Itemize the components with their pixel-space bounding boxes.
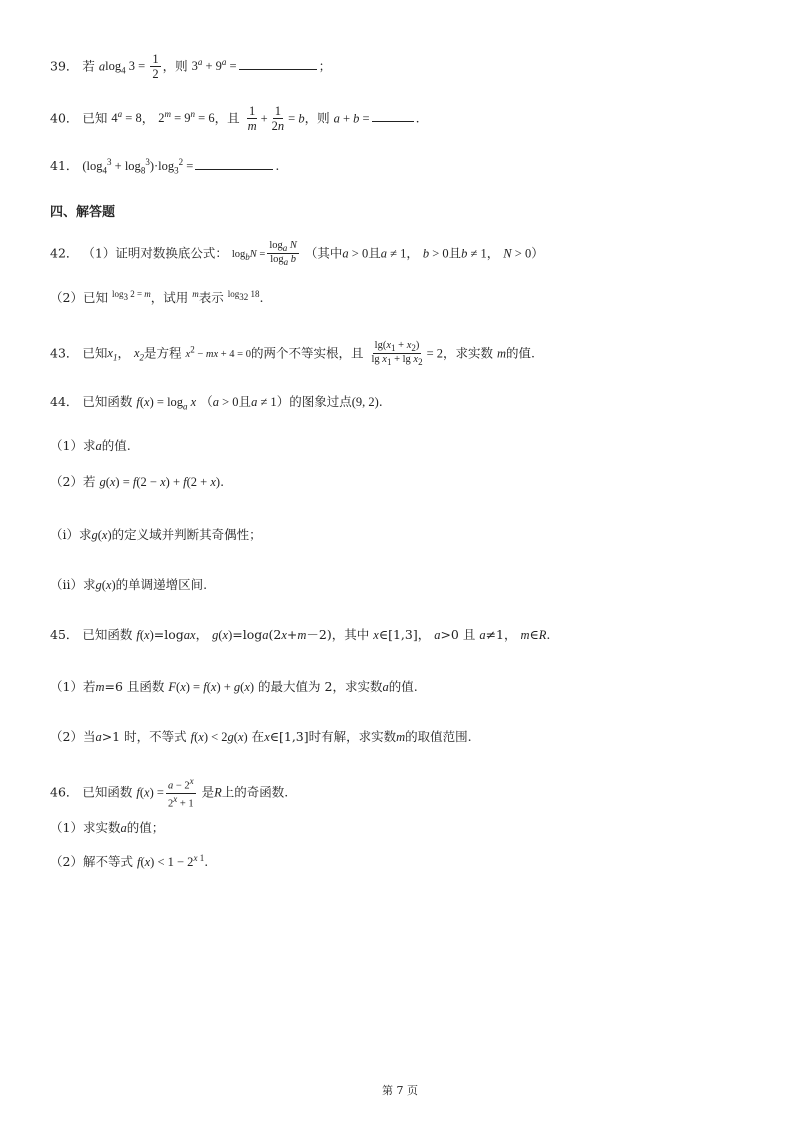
question-43: 43． 已知$x_1$， $x_2$是方程 $x^2$ − mx + 4 = 0的两个不等实根，且 $\frac{\lg(x_1 + x_2)}{\lg x_1 + \lg x_2}$ = 2，求实数 m的值. bbox=[50, 340, 536, 368]
question-number: 46． bbox=[50, 784, 79, 800]
question-46-part-2: （2）解不等式 $f(x) < 1 - 2^{x 1}$. bbox=[50, 853, 209, 870]
question-44-part-1: （1）求a的值. bbox=[50, 438, 131, 453]
question-44: 44． 已知函数 $f(x) = \log_a x$ （a > 0且a ≠ 1）的图象过点(9, 2). bbox=[50, 394, 383, 412]
fraction: $\frac{1}{2}$ bbox=[152, 52, 159, 82]
question-42-part-1: 42． （1）证明对数换底公式： $\log_bN$ = $\frac{\log_a N}{\log_a b}$ （其中a > 0且a ≠ 1， b > 0且b ≠ 1， N > 0） bbox=[50, 240, 544, 268]
question-number: 41． bbox=[50, 158, 79, 174]
question-39: 39． 若 alog$_4$ 3 = $\frac{1}{2}$ ，则 $3^a + 9^a$ = ； bbox=[50, 52, 332, 82]
question-number: 39． bbox=[50, 58, 79, 74]
question-number: 44． bbox=[50, 394, 79, 409]
fraction: $\frac{a - 2^x}{2^x + 1}$ bbox=[167, 776, 194, 810]
question-41: 41． $(\log_4^3 + \log_8^3)\cdot\log_3^2$ = . bbox=[50, 157, 280, 176]
question-44-part-2: （2）若 g(x) = f(2 − x) + f(2 + x). bbox=[50, 474, 225, 489]
math-expr: $2^m = 9^n = 6$ bbox=[158, 109, 215, 126]
question-number: 42． bbox=[50, 245, 79, 261]
question-45-part-2: （2）当a>1 时，不等式 f(x) < 2g(x) 在x∈[1,3]时有解，求实数m的取值范围. bbox=[50, 729, 472, 744]
question-44-part-2-ii: （ii）求g(x)的单调递增区间. bbox=[50, 577, 208, 592]
question-number: 40． bbox=[50, 110, 79, 126]
question-46-part-1: （1）求实数a的值； bbox=[50, 820, 165, 835]
math-expr: $3^a + 9^a$ = bbox=[191, 57, 237, 74]
fraction: $\frac{\log_a N}{\log_a b}$ bbox=[269, 240, 297, 268]
question-number: 45． bbox=[50, 627, 79, 642]
answer-blank[interactable] bbox=[195, 158, 273, 170]
question-number: 43． bbox=[50, 345, 79, 361]
question-45: 45． 已知函数 f(x)=logax， g(x)=loga(2x+m－2)，其中 x∈[1,3]， a>0 且 a≠1， m∈R. bbox=[50, 627, 551, 642]
answer-blank[interactable] bbox=[372, 110, 414, 122]
fraction: $\frac{1}{2n}$ bbox=[271, 104, 285, 134]
question-40: 40． 已知 $4^a = 8$， $2^m = 9^n = 6$，且 $\frac{1}{m}$ + $\frac{1}{2n}$ = b，则 a + b = . bbox=[50, 104, 420, 134]
fraction: $\frac{\lg(x_1 + x_2)}{\lg x_1 + \lg x_2}$ bbox=[371, 340, 423, 368]
math-expr: a bbox=[98, 59, 106, 74]
math-expr: $(\log_4^3 + \log_8^3)\cdot\log_3^2$ = bbox=[82, 157, 194, 176]
question-44-part-2-i: （i）求g(x)的定义域并判断其奇偶性； bbox=[50, 527, 262, 542]
question-45-part-1: （1）若m=6 且函数 F(x) = f(x) + g(x) 的最大值为 2，求实数a的值. bbox=[50, 679, 418, 694]
math-expr: a + b = bbox=[333, 111, 370, 126]
math-expr: $\log_bN$ = bbox=[231, 249, 266, 263]
question-46: 46． 已知函数 f(x) = $\frac{a - 2^x}{2^x + 1}$ 是R上的奇函数. bbox=[50, 776, 289, 810]
answer-blank[interactable] bbox=[239, 58, 317, 70]
page-number: 第 7 页 bbox=[382, 1084, 418, 1097]
question-42-part-2: （2）已知 $^{log_3 2 = m}$，试用 $^m$表示 $^{log_{32} 18}$. bbox=[50, 289, 264, 306]
math-expr: $4^a = 8$ bbox=[111, 109, 142, 126]
fraction: $\frac{1}{m}$ bbox=[247, 104, 257, 134]
section-heading: 四、解答题 bbox=[50, 205, 116, 220]
